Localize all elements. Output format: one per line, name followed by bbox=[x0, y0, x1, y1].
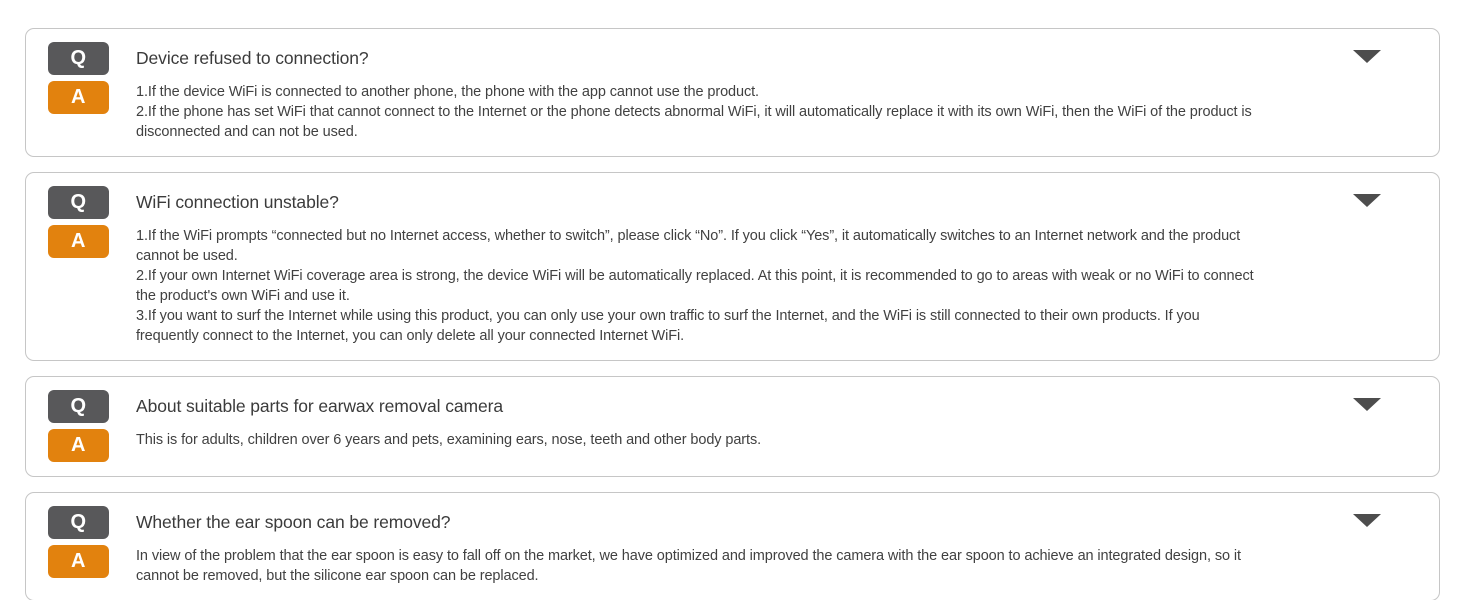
answer-row bbox=[48, 545, 1359, 586]
answer-paragraph: In view of the problem that the ear spoon is easy to fall off on the market, we have optimized and improved the camera with the ear spoon to achieve an integrated design, so it cannot be removed, but the silicone ear spoon can be replaced. bbox=[136, 548, 1241, 584]
answer-paragraph: 1.If the WiFi prompts “connected but no Internet access, whether to switch”, please click “No”. If you click “Yes”, it automatically switches to an Internet network and the product cannot be used. bbox=[136, 228, 1241, 264]
faq-answer bbox=[136, 429, 761, 450]
answer-paragraph: This is for adults, children over 6 years and pets, examining ears, nose, teeth and other body parts. bbox=[136, 432, 762, 448]
faq-answer bbox=[136, 545, 1266, 586]
faq-card[interactable] bbox=[25, 376, 1440, 477]
chevron-down-icon[interactable] bbox=[1353, 194, 1381, 207]
chevron-down-icon[interactable] bbox=[1353, 50, 1381, 63]
answer-paragraph: 2.If the phone has set WiFi that cannot connect to the Internet or the phone detects abnormal WiFi, it will automatically replace it with its own WiFi, then the WiFi of the product is disconnected and can not be used. bbox=[136, 104, 1252, 140]
question-row bbox=[48, 42, 1359, 75]
faq-card[interactable] bbox=[25, 172, 1440, 361]
question-badge: Q bbox=[48, 506, 109, 539]
question-badge: Q bbox=[48, 42, 109, 75]
faq-question: About suitable parts for earwax removal camera bbox=[136, 396, 503, 416]
faq-question: Whether the ear spoon can be removed? bbox=[136, 512, 451, 532]
answer-badge: A bbox=[48, 429, 109, 462]
answer-badge: A bbox=[48, 545, 109, 578]
question-row bbox=[48, 186, 1359, 219]
faq-card[interactable] bbox=[25, 492, 1440, 600]
faq-question: WiFi connection unstable? bbox=[136, 192, 339, 212]
answer-badge: A bbox=[48, 225, 109, 258]
question-badge: Q bbox=[48, 186, 109, 219]
faq-question: Device refused to connection? bbox=[136, 48, 369, 68]
chevron-down-icon[interactable] bbox=[1353, 514, 1381, 527]
question-badge: Q bbox=[48, 390, 109, 423]
answer-badge: A bbox=[48, 81, 109, 114]
answer-row bbox=[48, 429, 1359, 462]
faq-answer bbox=[136, 225, 1266, 346]
faq-list bbox=[25, 28, 1440, 600]
faq-answer bbox=[136, 81, 1266, 142]
faq-card[interactable] bbox=[25, 28, 1440, 157]
answer-paragraph: 1.If the device WiFi is connected to another phone, the phone with the app cannot use the product. bbox=[136, 84, 759, 100]
chevron-down-icon[interactable] bbox=[1353, 398, 1381, 411]
answer-row bbox=[48, 225, 1359, 346]
question-row bbox=[48, 506, 1359, 539]
answer-row bbox=[48, 81, 1359, 142]
question-row bbox=[48, 390, 1359, 423]
answer-paragraph: 2.If your own Internet WiFi coverage area is strong, the device WiFi will be automatically replaced. At this point, it is recommended to go to areas with weak or no WiFi to connect the product's own WiFi and use it. bbox=[136, 268, 1254, 304]
answer-paragraph: 3.If you want to surf the Internet while using this product, you can only use your own traffic to surf the Internet, and the WiFi is still connected to their own products. If you frequently connect to the Internet, you can only delete all your connected Internet WiFi. bbox=[136, 308, 1200, 344]
